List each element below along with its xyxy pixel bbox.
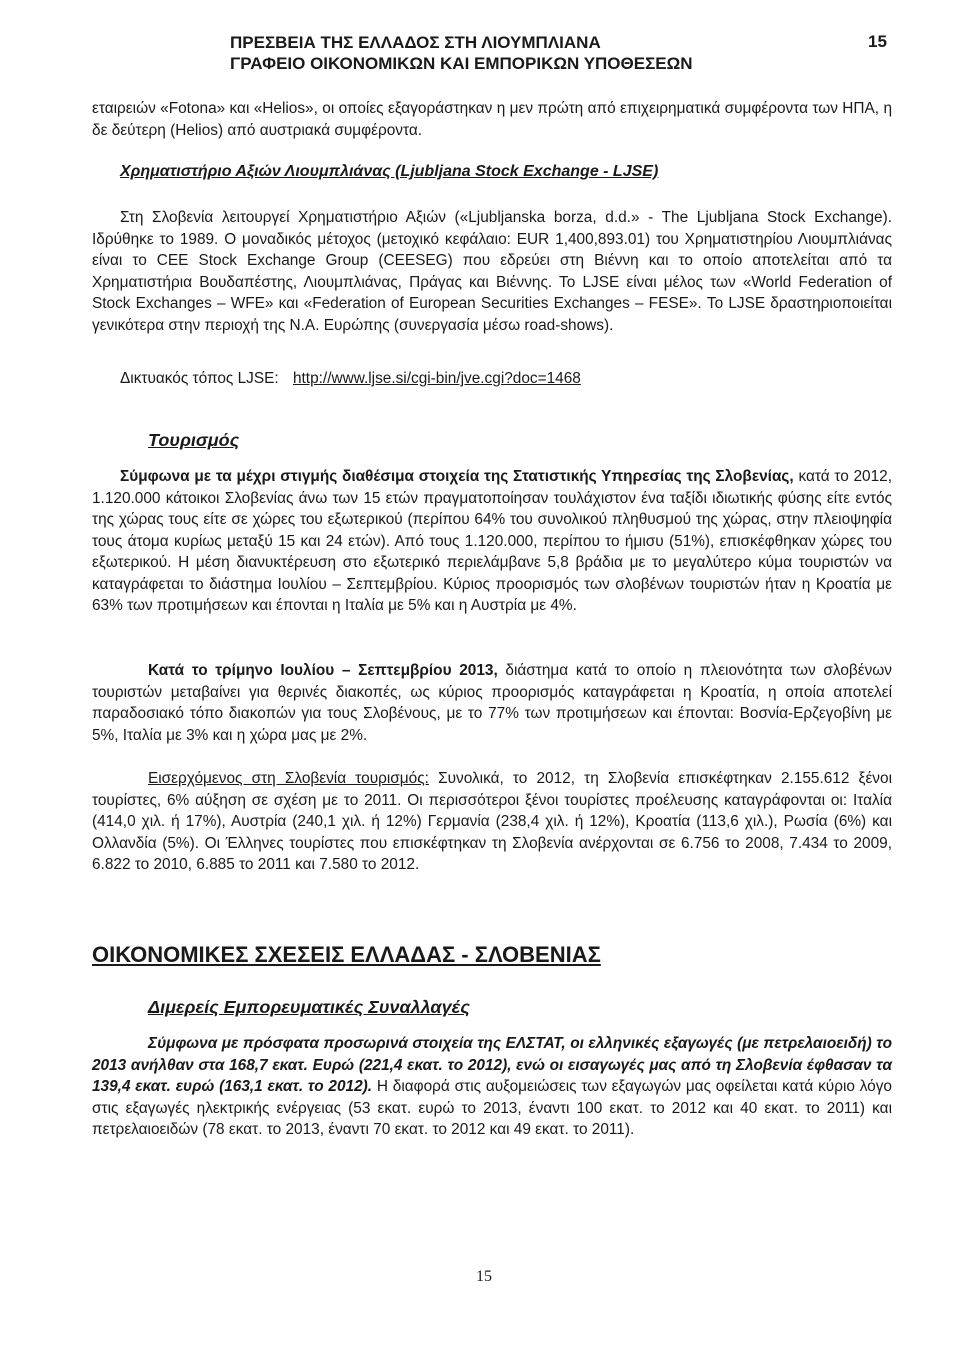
ljse-website-line <box>120 368 820 390</box>
trade-p1-bold: Σύμφωνα με πρόσφατα προσωρινά στοιχεία της ΕΛΣΤΑΤ, οι ελληνικές εξαγωγές (με πετρελαιοειδή) το 2013 ανήλθαν στα 168,7 εκατ. Ευρώ (221,4 εκατ. το 2012), ενώ οι εισαγωγές μας από τη Σλοβενία έφθασαν τα 139,4 εκατ. ευρώ (163,1 εκατ. το 2012). <box>92 1035 892 1095</box>
ljse-website-label: Δικτυακός τόπος LJSE: <box>120 370 279 387</box>
intro-paragraph: εταιρειών «Fotona» και «Helios», οι οποίες εξαγοράστηκαν η μεν πρώτη από επιχειρηματικά συμφέροντα των ΗΠΑ, η δε δεύτερη (Helios) από αυστριακά συμφέροντα. <box>92 100 892 139</box>
ljse-section-title: Χρηματιστήριο Αξιών Λιουμπλιάνας (Ljubljana Stock Exchange - LJSE) <box>120 163 659 180</box>
tourism-paragraph-2 <box>92 660 892 746</box>
tourism-p2-bold: Κατά το τρίμηνο Ιουλίου – Σεπτεμβρίου 2013, <box>148 662 498 679</box>
tourism-p3-text: Συνολικά, το 2012, τη Σλοβενία επισκέφτηκαν 2.155.612 ξένοι τουρίστες, 6% αύξηση σε σχέση με το 2011. Οι περισσότεροι ξένοι τουρίστες προέλευσης καταγράφονται οι: Ιταλία (414,0 χιλ. ή 17%), Αυστρία (240,1 χιλ. ή 12%) Γερμανία (238,4 χιλ. ή 12%), Κροατία (113,6 χιλ.), Ρωσία (6%) και Ολλανδία (5%). Οι Έλληνες τουρίστες που επισκέφτηκαν τη Σλοβενία ανέρχονται σε 6.756 το 2008, 7.434 το 2009, 6.822 το 2010, 6.885 το 2011 και 7.580 το 2012. <box>92 770 892 873</box>
relations-section-title: ΟΙΚΟΝΟΜΙΚΕΣ ΣΧΕΣΕΙΣ ΕΛΛΑΔΑΣ - ΣΛΟΒΕΝΙΑΣ <box>92 942 601 967</box>
ljse-website-link[interactable]: http://www.ljse.si/cgi-bin/jve.cgi?doc=1468 <box>292 370 581 387</box>
tourism-p2-text: διάστημα κατά το οποίο η πλειονότητα των σλοβένων τουριστών μεταβαίνει για θερινές διακοπές, ως κύριος προορισμός καταγράφεται η Κροατία, η οποία αποτελεί παραδοσιακό τόπο διακοπών για τους Σλοβένους, με το 77% των προτιμήσεων και έπονται: Βοσνία-Ερζεγοβίνη με 5%, Ιταλία με 3% και η χώρα μας με 2%. <box>92 662 893 744</box>
footer-page-number: 15 <box>476 1268 492 1285</box>
tourism-section-title: Τουρισμός <box>148 430 240 450</box>
trade-p1-text: Η διαφορά στις αυξομειώσεις των εξαγωγών μας οφείλεται κατά κύριο λόγο στις εξαγωγές ηλεκτρικής ενέργειας (53 εκατ. ευρώ το 2013, έναντι 100 εκατ. το 2012 και 40 εκατ. το 2011) και πετρελαιοειδών (78 εκατ. το 2013, έναντι 70 εκατ. το 2012 και 49 εκατ. το 2011). <box>92 1078 892 1138</box>
trade-subsection-title: Διμερείς Εμπορευματικές Συναλλαγές <box>148 997 470 1017</box>
tourism-paragraph-3 <box>92 768 892 876</box>
tourism-p3-underlined: Εισερχόμενος στη Σλοβενία τουρισμός: <box>148 770 429 787</box>
tourism-p1-text: κατά το 2012, 1.120.000 κάτοικοι Σλοβενίας άνω των 15 ετών πραγματοποίησαν τουλάχιστον ένα ταξίδι ιδιωτικής φύσης είτε εντός της χώρας τους είτε σε χώρες του εξωτερικού (περίπου 64% του συνολικού πληθυσμού της χώρας, στην πλειοψηφία τους άτομα κυρίως μεταξύ 15 και 24 ετών). Από τους 1.120.000, περίπου το ήμισυ (51%), επισκέφθηκαν χώρες του εξωτερικού. Η μέση διανυκτέρευση στο εξωτερικό περιελάμβανε 5,8 βράδια με το μεγαλύτερο κύμα τουριστών να καταγράφεται το διάστημα Ιουλίου – Σεπτεμβρίου. Κύριος προορισμός των σλοβένων τουριστών ήταν η Κροατία με 63% των προτιμήσεων και έπονται η Ιταλία με 5% και η Αυστρία με 4%. <box>92 468 892 614</box>
header-embassy-title: ΠΡΕΣΒΕΙΑ ΤΗΣ ΕΛΛΑΔΟΣ ΣΤΗ ΛΙΟΥΜΠΛΙΑΝΑ <box>230 33 601 52</box>
trade-paragraph <box>92 1033 892 1141</box>
header-page-number: 15 <box>868 32 887 51</box>
ljse-paragraph: Στη Σλοβενία λειτουργεί Χρηματιστήριο Αξιών («Ljubljanska borza, d.d.» - The Ljubljana Stock Exchange). Ιδρύθηκε το 1989. Ο μοναδικός μέτοχος (μετοχικό κεφάλαιο: EUR 1,400,893.01) του Χρηματιστηρίου Λιουμπλιάνας είναι το CEE Stock Exchange Group (CEESEG) που εδρεύει στη Βιέννη και το οποίο αποτελείται από τα Χρηματιστήρια Βουδαπέστης, Λιουμπλιάνας, Πράγας και Βιέννης. Το LJSE είναι μέλος των «World Federation of Stock Exchanges – WFE» και «Federation of European Securities Exchanges – FESE». Το LJSE δραστηριοποιείται γενικότερα στην περιοχή της Ν.Α. Ευρώπης (συνεργασία μέσω road-shows). <box>92 209 892 334</box>
tourism-paragraph-1 <box>92 466 892 617</box>
header-office-title: ΓΡΑΦΕΙΟ ΟΙΚΟΝΟΜΙΚΩΝ ΚΑΙ ΕΜΠΟΡΙΚΩΝ ΥΠΟΘΕΣΕΩΝ <box>230 54 693 73</box>
page-header <box>230 32 930 74</box>
tourism-p1-bold: Σύμφωνα με τα μέχρι στιγμής διαθέσιμα στοιχεία της Στατιστικής Υπηρεσίας της Σλοβενίας, <box>120 468 794 485</box>
